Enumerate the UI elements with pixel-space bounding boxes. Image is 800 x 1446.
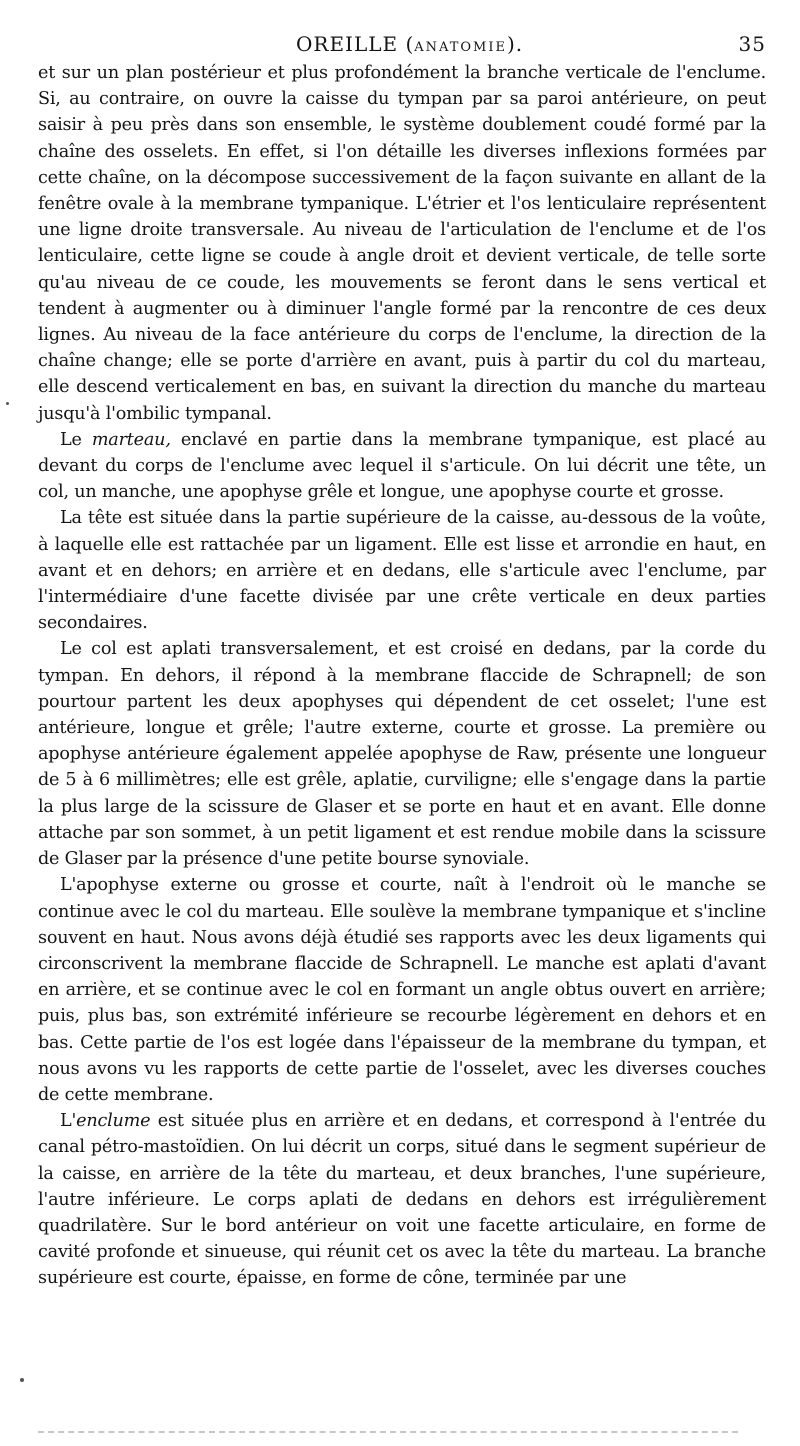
- paragraph-text: est située plus en arrière et en dedans, et correspond à l'entrée du canal pétro-mastoïdien. On lui décrit un corps, situé dans le segment supérieur de la caisse, en arrière de la tête du marteau, et deux branches, l'une supérieure, l'autre inférieure. Le corps aplati de dedans en dehors est irrégulièrement quadrilatère. Sur le bord antérieur on voit une facette articulaire, en forme de cavité profonde et sinueuse, qui réunit cet os avec la tête du marteau. La branche supérieure est courte, épaisse, en forme de cône, terminée par une: [38, 1111, 766, 1289]
- margin-speck: [20, 1378, 24, 1382]
- running-title: [296, 32, 523, 56]
- paragraph: [38, 60, 766, 427]
- italic-term: enclume: [76, 1111, 151, 1132]
- body-text: [38, 60, 766, 1292]
- paragraph-text: Le: [60, 429, 92, 450]
- book-page: [38, 26, 766, 1292]
- paragraph: [38, 505, 766, 636]
- paragraph: [38, 872, 766, 1108]
- italic-term: marteau,: [91, 429, 171, 450]
- paragraph-text: Le col est aplati transversalement, et est croisé en dedans, par la corde du tympan. En dehors, il répond à la membrane flaccide de Schrapnell; de son pourtour partent les deux apophyses qui dépendent de cet osselet; l'une est antérieure, longue et grêle; l'autre externe, courte et grosse. La première ou apophyse antérieure également appelée apophyse de Raw, présente une longueur de 5 à 6 millimètres; elle est grêle, aplatie, curviligne; elle s'engage dans la partie la plus large de la scissure de Glaser et se porte en haut et en avant. Elle donne attache par son sommet, à un petit ligament et est rendue mobile dans la scissure de Glaser par la présence d'une petite bourse synoviale.: [38, 639, 766, 870]
- margin-speck: [6, 402, 9, 405]
- paragraph-text: L'apophyse externe ou grosse et courte, naît à l'endroit où le manche se continue avec le col du marteau. Elle soulève la membrane tympanique et s'incline souvent en haut. Nous avons déjà étudié ses rapports avec les deux ligaments qui circonscrivent la membrane flaccide de Schrapnell. Le manche est aplati d'avant en arrière, et se continue avec le col en formant un angle obtus ouvert en arrière; puis, plus bas, son extrémité inférieure se recourbe légèrement en dehors et en bas. Cette partie de l'os est logée dans l'épaisseur de la membrane du tympan, et nous avons vu les rapports de cette partie de l'osselet, avec les diverses couches de cette membrane.: [38, 875, 766, 1105]
- footer-rule: [38, 1431, 738, 1437]
- paragraph: [38, 427, 766, 506]
- running-title-main: OREILLE (: [296, 32, 415, 56]
- page-number: 35: [738, 32, 766, 56]
- paragraph-text: L': [60, 1111, 77, 1132]
- paragraph: [38, 636, 766, 872]
- paragraph-text: enclavé en partie dans la membrane tympanique, est placé au devant du corps de l'enclume avec lequel il s'articule. On lui décrit une tête, un col, un manche, une apophyse grêle et longue, une apophyse courte et grosse.: [38, 429, 766, 503]
- running-header: [38, 26, 766, 60]
- running-title-subtitle: ANATOMIE: [414, 40, 507, 55]
- paragraph-text: La tête est située dans la partie supérieure de la caisse, au-dessous de la voûte, à laquelle elle est rattachée par un ligament. Elle est lisse et arrondie en haut, en avant et en dehors; en arrière et en dedans, elle s'articule avec l'enclume, par l'intermédiaire d'une facette divisée par une crête verticale en deux parties secondaires.: [38, 508, 766, 634]
- paragraph-text: et sur un plan postérieur et plus profondément la branche verticale de l'enclume. Si, au contraire, on ouvre la caisse du tympan par sa paroi antérieure, on peut saisir à peu près dans son ensemble, le système doublement coudé formé par la chaîne des osselets. En effet, si l'on détaille les diverses inflexions formées par cette chaîne, on la décompose successivement de la façon suivante en allant de la fenêtre ovale à la membrane tympanique. L'étrier et l'os lenticulaire représentent une ligne droite transversale. Au niveau de l'articulation de l'enclume et de l'os lenticulaire, cette ligne se coude à angle droit et devient verticale, de telle sorte qu'au niveau de ce coude, les mouvements se feront dans le sens vertical et tendent à augmenter ou à diminuer l'angle formé par la rencontre de ces deux lignes. Au niveau de la face antérieure du corps de l'enclume, la direction de la chaîne change; elle se porte d'arrière en avant, puis à partir du col du marteau, elle descend verticalement en bas, en suivant la direction du manche du marteau jusqu'à l'ombilic tympanal.: [38, 63, 766, 424]
- paragraph: [38, 1108, 766, 1291]
- running-title-end: ).: [507, 32, 524, 56]
